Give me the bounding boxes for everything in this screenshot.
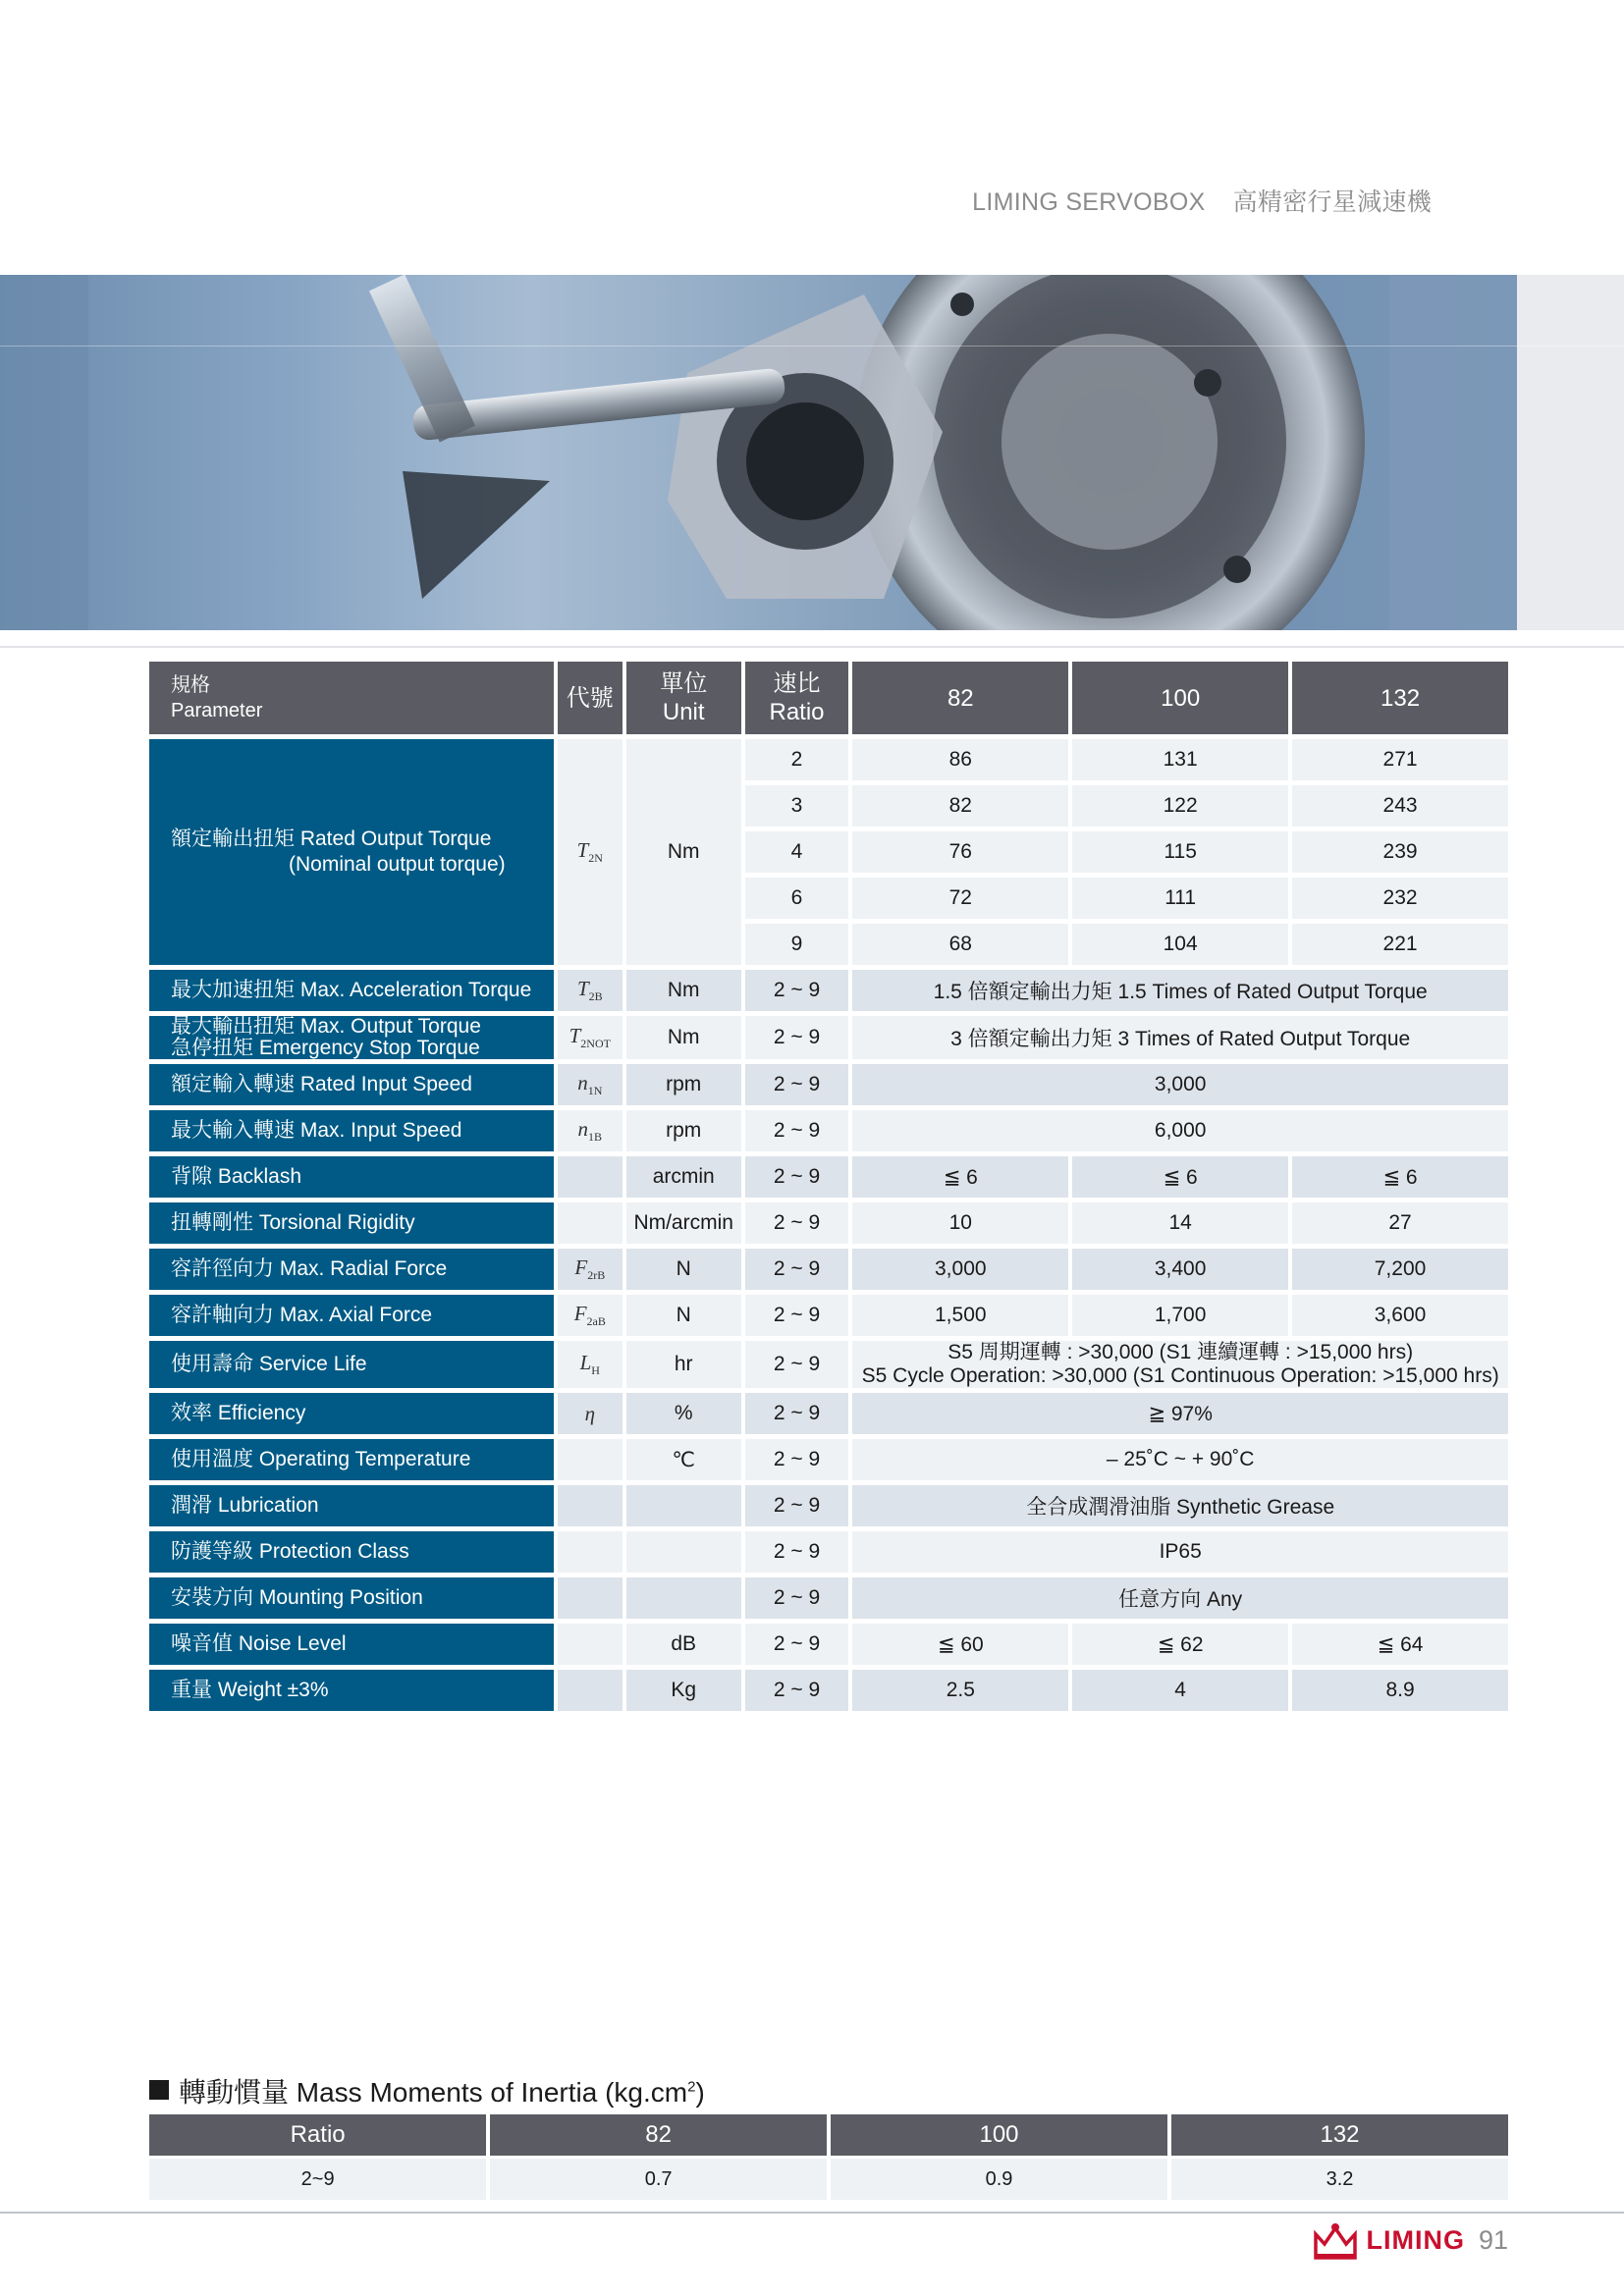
value-cell: 104 xyxy=(1072,924,1288,965)
ratio-cell: 2 xyxy=(745,739,849,780)
value-cell: 3,000 xyxy=(852,1249,1068,1290)
ratio-cell: 2 ~ 9 xyxy=(745,1341,849,1388)
ratio-cell: 2 ~ 9 xyxy=(745,1016,849,1059)
symbol-empty xyxy=(558,1156,623,1198)
square-bullet-icon xyxy=(149,2080,169,2100)
value-cell-merged: 全合成潤滑油脂 Synthetic Grease xyxy=(852,1485,1508,1526)
ratio-cell: 9 xyxy=(745,924,849,965)
table-row-service-life xyxy=(149,1341,1508,1388)
table-row-temperature xyxy=(149,1439,1508,1480)
unit-cell: % xyxy=(626,1393,741,1434)
unit-cell: N xyxy=(626,1249,741,1290)
inertia-value-cell: 2~9 xyxy=(149,2159,486,2200)
ratio-cell: 4 xyxy=(745,831,849,873)
value-cell: ≦ 60 xyxy=(852,1624,1068,1665)
unit-cell: Kg xyxy=(626,1670,741,1711)
ratio-cell: 2 ~ 9 xyxy=(745,1485,849,1526)
param-backlash: 背隙 Backlash xyxy=(149,1156,554,1198)
value-cell: 4 xyxy=(1072,1670,1288,1711)
inertia-value-cell: 3.2 xyxy=(1171,2159,1508,2200)
symbol-empty xyxy=(558,1202,623,1244)
value-cell: ≦ 62 xyxy=(1072,1624,1288,1665)
inertia-table xyxy=(145,2111,1512,2203)
table-row-max-speed xyxy=(149,1110,1508,1151)
ratio-cell: 2 ~ 9 xyxy=(745,1624,849,1665)
table-row-weight xyxy=(149,1670,1508,1711)
table-row-rated-speed xyxy=(149,1064,1508,1105)
spec-table xyxy=(145,657,1512,1716)
param-mounting-position: 安裝方向 Mounting Position xyxy=(149,1577,554,1619)
value-cell: ≦ 6 xyxy=(852,1156,1068,1198)
hero-banner xyxy=(0,275,1517,630)
symbol-t2not: $T_{2NOT}$ xyxy=(558,1016,623,1059)
symbol-empty xyxy=(558,1485,623,1526)
footer xyxy=(1313,2220,1508,2260)
value-cell: 27 xyxy=(1292,1202,1508,1244)
symbol-empty xyxy=(558,1577,623,1619)
symbol-n1b: $n_{1B}$ xyxy=(558,1110,623,1151)
unit-cell: arcmin xyxy=(626,1156,741,1198)
value-cell: 76 xyxy=(852,831,1068,873)
unit-cell-empty xyxy=(626,1531,741,1573)
symbol-empty xyxy=(558,1670,623,1711)
value-cell: 131 xyxy=(1072,739,1288,780)
unit-cell-empty xyxy=(626,1577,741,1619)
value-cell: 232 xyxy=(1292,878,1508,919)
ratio-cell: 2 ~ 9 xyxy=(745,1295,849,1336)
ratio-cell: 2 ~ 9 xyxy=(745,1393,849,1434)
ratio-cell: 2 ~ 9 xyxy=(745,1064,849,1105)
table-row-rated-torque xyxy=(149,739,1508,780)
value-cell: 271 xyxy=(1292,739,1508,780)
liming-logo-icon xyxy=(1313,2220,1358,2260)
value-cell-merged: 1.5 倍額定輸出力矩 1.5 Times of Rated Output Torque xyxy=(852,970,1508,1011)
ratio-cell: 2 ~ 9 xyxy=(745,1249,849,1290)
header-parameter: 規格 Parameter xyxy=(149,662,554,734)
value-cell: 2.5 xyxy=(852,1670,1068,1711)
table-row-lubrication xyxy=(149,1485,1508,1526)
unit-rated-torque: Nm xyxy=(626,739,741,965)
value-cell: 221 xyxy=(1292,924,1508,965)
symbol-f2ab: $F_{2aB}$ xyxy=(558,1295,623,1336)
value-cell: 122 xyxy=(1072,785,1288,827)
unit-cell-empty xyxy=(626,1485,741,1526)
unit-cell: N xyxy=(626,1295,741,1336)
value-cell: ≦ 6 xyxy=(1072,1156,1288,1198)
symbol-n1n: $n_{1N}$ xyxy=(558,1064,623,1105)
value-cell-merged: IP65 xyxy=(852,1531,1508,1573)
param-lubrication: 潤滑 Lubrication xyxy=(149,1485,554,1526)
table-row-emergency-torque xyxy=(149,1016,1508,1059)
param-noise-level: 噪音值 Noise Level xyxy=(149,1624,554,1665)
value-cell-merged: ≧ 97% xyxy=(852,1393,1508,1434)
unit-cell: Nm xyxy=(626,970,741,1011)
value-cell: 68 xyxy=(852,924,1068,965)
value-cell-merged: 3 倍額定輸出力矩 3 Times of Rated Output Torque xyxy=(852,1016,1508,1059)
table-row-rigidity xyxy=(149,1202,1508,1244)
value-cell: 72 xyxy=(852,878,1068,919)
value-cell-merged: 3,000 xyxy=(852,1064,1508,1105)
param-max-axial-force: 容許軸向力 Max. Axial Force xyxy=(149,1295,554,1336)
ratio-cell: 2 ~ 9 xyxy=(745,1110,849,1151)
param-service-life: 使用壽命 Service Life xyxy=(149,1341,554,1388)
table-row-radial-force xyxy=(149,1249,1508,1290)
value-cell: ≦ 64 xyxy=(1292,1624,1508,1665)
value-cell: 115 xyxy=(1072,831,1288,873)
value-cell: 1,500 xyxy=(852,1295,1068,1336)
param-efficiency: 效率 Efficiency xyxy=(149,1393,554,1434)
unit-cell: dB xyxy=(626,1624,741,1665)
ratio-cell: 2 ~ 9 xyxy=(745,1577,849,1619)
inertia-section-title: 轉動慣量 Mass Moments of Inertia $(kg.cm^2)$ xyxy=(149,2071,705,2110)
ratio-cell: 2 ~ 9 xyxy=(745,1202,849,1244)
header-brand-cn: 高精密行星減速機 xyxy=(1232,188,1432,216)
unit-cell: ℃ xyxy=(626,1439,741,1480)
param-max-input-speed: 最大輸入轉速 Max. Input Speed xyxy=(149,1110,554,1151)
param-operating-temperature: 使用溫度 Operating Temperature xyxy=(149,1439,554,1480)
header-symbol: 代號 xyxy=(558,662,623,734)
symbol-eta: η xyxy=(558,1393,623,1434)
value-cell: 3,400 xyxy=(1072,1249,1288,1290)
header-ratio: 速比 Ratio xyxy=(745,662,849,734)
inertia-header-100: 100 xyxy=(831,2114,1167,2156)
inertia-data-row xyxy=(149,2159,1508,2200)
symbol-lh: $L_H$ xyxy=(558,1341,623,1388)
unit-cell: Nm/arcmin xyxy=(626,1202,741,1244)
unit-cell: rpm xyxy=(626,1064,741,1105)
ratio-cell: 3 xyxy=(745,785,849,827)
header-model-132: 132 xyxy=(1292,662,1508,734)
value-cell: ≦ 6 xyxy=(1292,1156,1508,1198)
value-cell: 10 xyxy=(852,1202,1068,1244)
value-cell: 111 xyxy=(1072,878,1288,919)
param-rated-input-speed: 額定輸入轉速 Rated Input Speed xyxy=(149,1064,554,1105)
value-cell-merged: 任意方向 Any xyxy=(852,1577,1508,1619)
header-model-82: 82 xyxy=(852,662,1068,734)
value-cell-merged: 6,000 xyxy=(852,1110,1508,1151)
param-torsional-rigidity: 扭轉剛性 Torsional Rigidity xyxy=(149,1202,554,1244)
value-cell-merged: – 25˚C ~ + 90˚C xyxy=(852,1439,1508,1480)
param-rated-output-torque: 額定輸出扭矩 Rated Output Torque (Nominal output torque) xyxy=(149,739,554,965)
param-max-radial-force: 容許徑向力 Max. Radial Force xyxy=(149,1249,554,1290)
value-cell: 82 xyxy=(852,785,1068,827)
symbol-f2rb: $F_{2rB}$ xyxy=(558,1249,623,1290)
param-emergency-stop-torque: 最大輸出扭矩 Max. Output Torque 急停扭矩 Emergency Stop Torque xyxy=(149,1016,554,1059)
unit-cell: hr xyxy=(626,1341,741,1388)
table-row-backlash xyxy=(149,1156,1508,1198)
hero-illustration xyxy=(0,275,1517,630)
param-max-acceleration-torque: 最大加速扭矩 Max. Acceleration Torque xyxy=(149,970,554,1011)
footer-brand: LIMING xyxy=(1366,2224,1465,2255)
table-row-axial-force xyxy=(149,1295,1508,1336)
unit-cell: rpm xyxy=(626,1110,741,1151)
hero-rule-bottom xyxy=(0,646,1624,648)
header-unit: 單位 Unit xyxy=(626,662,741,734)
param-weight: 重量 Weight ±3% xyxy=(149,1670,554,1711)
table-row-efficiency xyxy=(149,1393,1508,1434)
inertia-value-cell: 0.9 xyxy=(831,2159,1167,2200)
header-brand xyxy=(972,183,1432,218)
param-protection-class: 防護等級 Protection Class xyxy=(149,1531,554,1573)
ratio-cell: 2 ~ 9 xyxy=(745,1670,849,1711)
unit-cell: Nm xyxy=(626,1016,741,1059)
ratio-cell: 2 ~ 9 xyxy=(745,1439,849,1480)
ratio-cell: 2 ~ 9 xyxy=(745,1531,849,1573)
value-cell: 14 xyxy=(1072,1202,1288,1244)
ratio-cell: 6 xyxy=(745,878,849,919)
value-cell: 8.9 xyxy=(1292,1670,1508,1711)
inertia-header-132: 132 xyxy=(1171,2114,1508,2156)
value-cell: 7,200 xyxy=(1292,1249,1508,1290)
inertia-header-82: 82 xyxy=(490,2114,827,2156)
inertia-header-row xyxy=(149,2114,1508,2156)
ratio-cell: 2 ~ 9 xyxy=(745,1156,849,1198)
table-row-mounting xyxy=(149,1577,1508,1619)
symbol-t2b: $T_{2B}$ xyxy=(558,970,623,1011)
hero-rule-mid xyxy=(0,346,1624,347)
symbol-empty xyxy=(558,1439,623,1480)
value-cell: 239 xyxy=(1292,831,1508,873)
footer-rule xyxy=(0,2212,1624,2214)
symbol-t2n: $T_{2N}$ xyxy=(558,739,623,965)
inertia-value-cell: 0.7 xyxy=(490,2159,827,2200)
table-row-noise xyxy=(149,1624,1508,1665)
symbol-empty xyxy=(558,1531,623,1573)
value-cell: 243 xyxy=(1292,785,1508,827)
hero-side-strip xyxy=(1517,275,1624,630)
table-row-protection xyxy=(149,1531,1508,1573)
header-brand-en: LIMING SERVOBOX xyxy=(972,188,1206,216)
value-cell-merged: S5 周期運轉 : >30,000 (S1 連續運轉 : >15,000 hrs) S5 Cycle Operation: >30,000 (S1 Continuous Operation: >15,000 hrs) xyxy=(852,1341,1508,1388)
spec-header-row xyxy=(149,662,1508,734)
ratio-cell: 2 ~ 9 xyxy=(745,970,849,1011)
symbol-empty xyxy=(558,1624,623,1665)
value-cell: 3,600 xyxy=(1292,1295,1508,1336)
value-cell: 86 xyxy=(852,739,1068,780)
table-row-acceleration-torque xyxy=(149,970,1508,1011)
value-cell: 1,700 xyxy=(1072,1295,1288,1336)
header-model-100: 100 xyxy=(1072,662,1288,734)
inertia-header-ratio: Ratio xyxy=(149,2114,486,2156)
page-number: 91 xyxy=(1478,2224,1508,2255)
